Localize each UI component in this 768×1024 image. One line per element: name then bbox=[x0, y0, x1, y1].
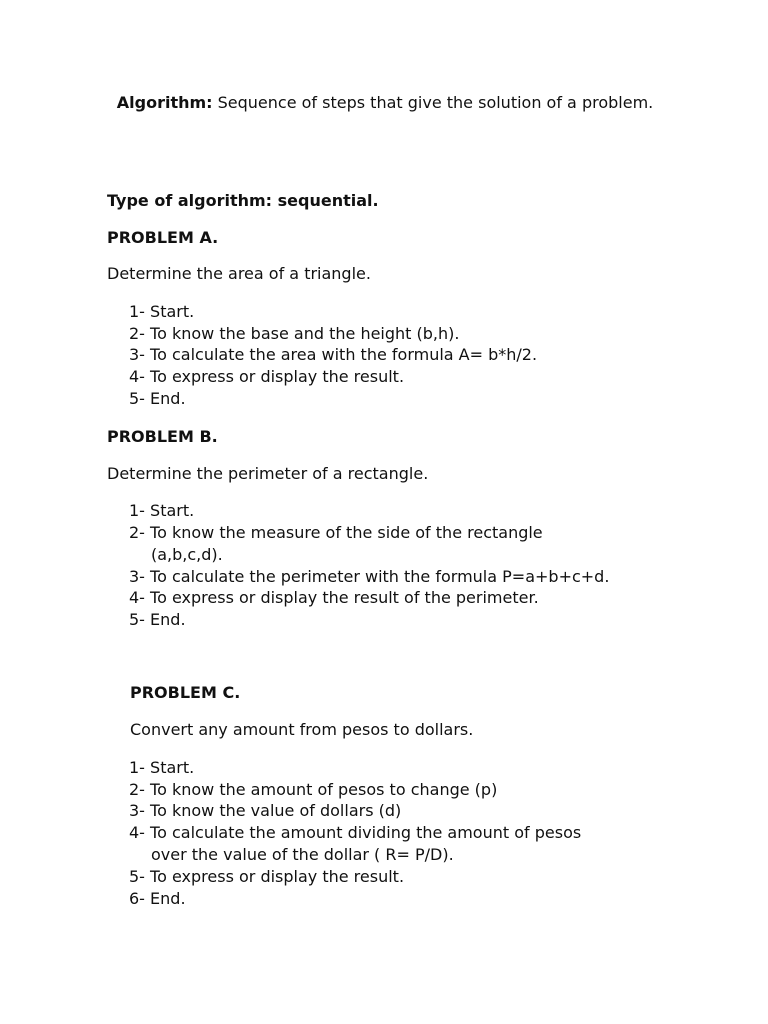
step-item: 5- End. bbox=[129, 609, 186, 629]
step-item: 3- To know the value of dollars (d) bbox=[129, 801, 402, 820]
step-item-continuation bbox=[129, 844, 581, 866]
step-item: 2- To know the measure of the side of the rectangle bbox=[129, 522, 543, 542]
problem-a-task: Determine the area of a triangle. bbox=[107, 264, 371, 283]
step-item: 1- Start. bbox=[129, 302, 195, 321]
definition-term: Algorithm: bbox=[116, 93, 213, 112]
definition-text: Sequence of steps that give the solution of a problem. bbox=[212, 93, 654, 112]
step-item: 4- To express or display the result. bbox=[129, 366, 405, 386]
step-item-continuation bbox=[129, 544, 609, 566]
step-item: 4- To express or display the result of the perimeter. bbox=[129, 588, 539, 607]
step-continuation-text: (a,b,c,d). bbox=[151, 545, 223, 564]
step-item: 3- To calculate the perimeter with the formula P=a+b+c+d. bbox=[129, 566, 610, 586]
problem-b-steps bbox=[129, 500, 609, 630]
step-item: 5- End. bbox=[129, 389, 186, 408]
step-item: 1- Start. bbox=[129, 501, 195, 520]
step-continuation-text: over the value of the dollar ( R= P/D). bbox=[151, 845, 454, 864]
problem-b-task: Determine the perimeter of a rectangle. bbox=[107, 464, 429, 483]
step-item: 5- To express or display the result. bbox=[129, 866, 405, 886]
step-item: 3- To calculate the area with the formula A= b*h/2. bbox=[129, 345, 538, 364]
step-item: 1- Start. bbox=[129, 758, 195, 777]
problem-c-task: Convert any amount from pesos to dollars. bbox=[130, 720, 474, 739]
problem-a-steps bbox=[129, 301, 537, 410]
step-item: 2- To know the amount of pesos to change (p) bbox=[129, 779, 498, 799]
step-item: 2- To know the base and the height (b,h). bbox=[129, 323, 460, 343]
step-item: 6- End. bbox=[129, 889, 186, 908]
step-item: 4- To calculate the amount dividing the amount of pesos bbox=[129, 822, 582, 842]
algorithm-type-heading: Type of algorithm: sequential. bbox=[107, 191, 379, 210]
problem-c-title: PROBLEM C. bbox=[130, 683, 241, 702]
problem-c-steps bbox=[129, 757, 581, 910]
problem-b-title: PROBLEM B. bbox=[107, 427, 218, 446]
problem-a-title: PROBLEM A. bbox=[107, 228, 219, 247]
algorithm-definition bbox=[100, 91, 670, 115]
